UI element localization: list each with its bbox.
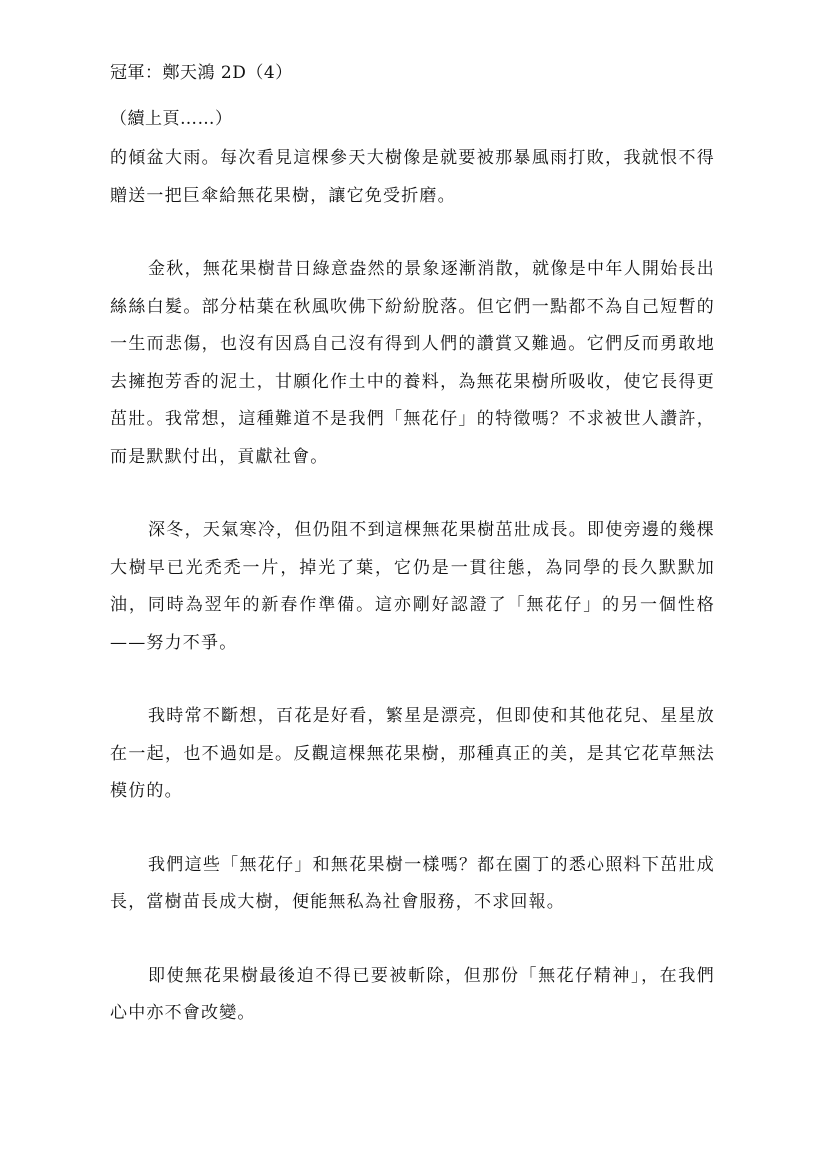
paragraph-1: 的傾盆大雨。每次看見這棵參天大樹像是就要被那暴風雨打敗，我就恨不得贈送一把巨傘給無花果樹，讓它免受折磨。	[110, 148, 715, 206]
paragraph-6: 即使無花果樹最後迫不得已要被斬除，但那份「無花仔精神」，在我們心中亦不會改變。	[110, 965, 715, 1023]
author-header: 冠軍：鄭天鴻 2D（4）	[110, 63, 293, 83]
document-page	[110, 58, 715, 1069]
paragraph-4: 我時常不斷想，百花是好看，繁星是漂亮，但即使和其他花兒、星星放在一起，也不過如是。反觀這棵無花果樹，那種真正的美，是其它花草無法模仿的。	[110, 706, 715, 801]
paragraph-5: 我們這些「無花仔」和無花果樹一樣嗎？都在園丁的悉心照料下茁壯成長，當樹苗長成大樹，便能無私為社會服務，不求回報。	[110, 854, 715, 912]
paragraph-3: 深冬，天氣寒冷，但仍阻不到這棵無花果樹茁壯成長。即使旁邊的幾棵大樹早已光禿禿一片，掉光了葉，它仍是一貫往態，為同學的長久默默加油，同時為翌年的新春作準備。這亦剛好認證了「無花仔」的另一個性格——努力不爭。	[110, 520, 715, 653]
paragraph-2: 金秋，無花果樹昔日綠意盎然的景象逐漸消散，就像是中年人開始長出絲絲白髮。部分枯葉在秋風吹佛下紛紛脫落。但它們一點都不為自己短暫的一生而悲傷，也沒有因爲自己沒有得到人們的讚賞又難過。它們反而勇敢地去擁抱芳香的泥土，甘願化作土中的養料，為無花果樹所吸收，使它長得更茁壯。我常想，這種難道不是我們「無花仔」的特徵嗎？不求被世人讚許，而是默默付出，貢獻社會。	[110, 259, 715, 467]
continued-note: （續上頁……）	[110, 109, 233, 129]
